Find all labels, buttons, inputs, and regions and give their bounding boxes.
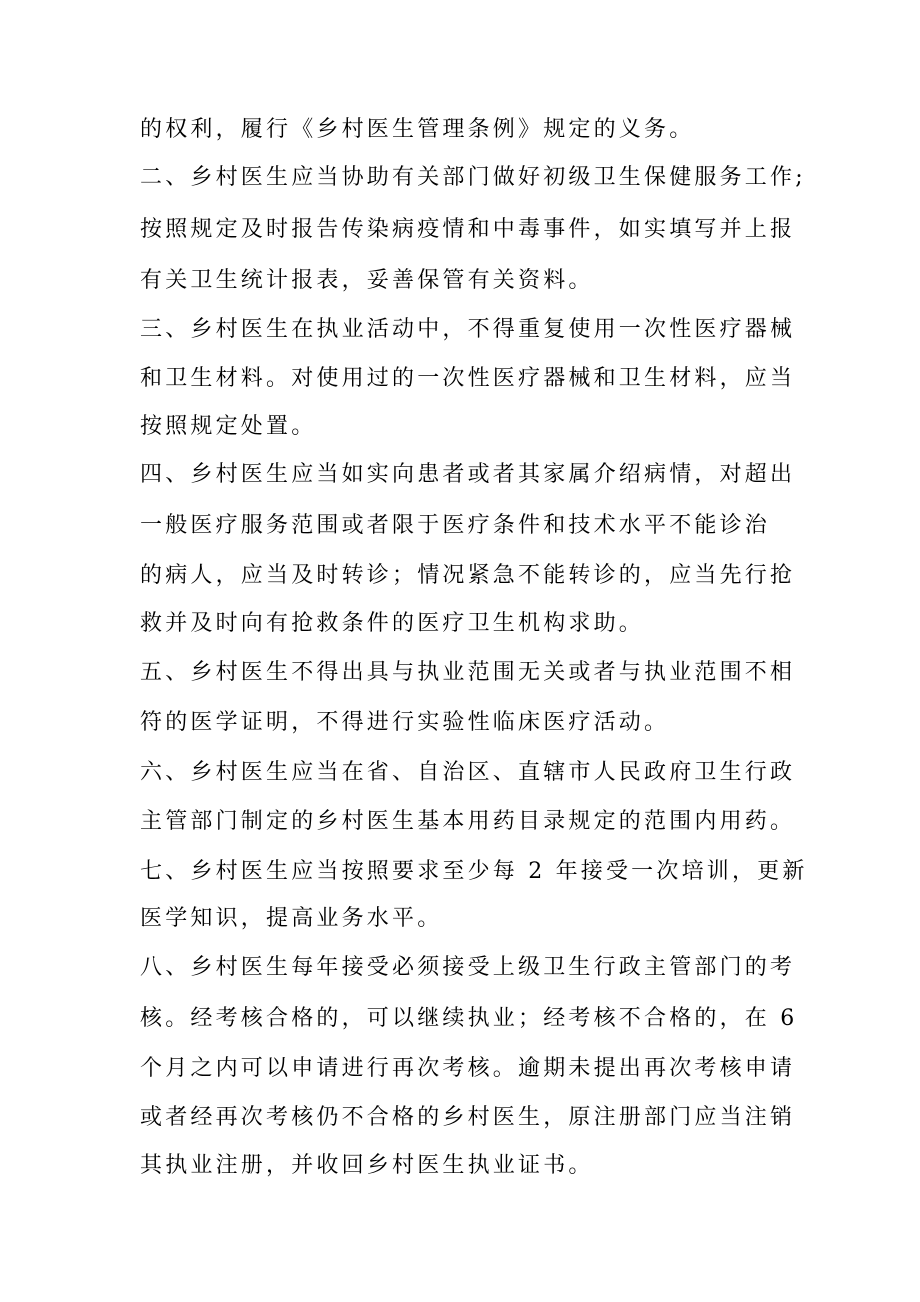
text-line: 四、乡村医生应当如实向患者或者其家属介绍病情，对超出: [140, 462, 796, 487]
text-line: 八、乡村医生每年接受必须接受上级卫生行政主管部门的考: [140, 955, 796, 980]
text-line: 核。经考核合格的，可以继续执业；经考核不合格的，在 6: [140, 1006, 798, 1031]
text-line: 的权利，履行《乡村医生管理条例》规定的义务。: [140, 117, 695, 142]
text-line: 七、乡村医生应当按照要求至少每 2 年接受一次培训，更新: [140, 859, 808, 884]
text-line: 六、乡村医生应当在省、自治区、直辖市人民政府卫生行政: [140, 760, 796, 785]
text-line: 三、乡村医生在执业活动中，不得重复使用一次性医疗器械: [140, 317, 796, 342]
text-line: 有关卫生统计报表，妥善保管有关资料。: [140, 268, 594, 293]
text-line: 个月之内可以申请进行再次考核。逾期未提出再次考核申请: [140, 1056, 796, 1081]
text-line: 按照规定及时报告传染病疫情和中毒事件，如实填写并上报: [140, 217, 796, 242]
text-line: 按照规定处置。: [140, 414, 317, 439]
text-line: 和卫生材料。对使用过的一次性医疗器械和卫生材料，应当: [140, 366, 796, 391]
text-line: 其执业注册，并收回乡村医生执业证书。: [140, 1153, 594, 1178]
text-line: 符的医学证明，不得进行实验性临床医疗活动。: [140, 710, 670, 735]
text-line: 主管部门制定的乡村医生基本用药目录规定的范围内用药。: [140, 809, 796, 834]
text-line: 医学知识，提高业务水平。: [140, 906, 443, 931]
text-line: 的病人，应当及时转诊；情况紧急不能转诊的，应当先行抢: [140, 563, 796, 588]
text-line: 五、乡村医生不得出具与执业范围无关或者与执业范围不相: [140, 660, 796, 685]
text-line: 或者经再次考核仍不合格的乡村医生，原注册部门应当注销: [140, 1105, 796, 1130]
text-line: 一般医疗服务范围或者限于医疗条件和技术水平不能诊治: [140, 513, 771, 538]
text-line: 救并及时向有抢救条件的医疗卫生机构求助。: [140, 611, 645, 636]
text-line: 二、乡村医生应当协助有关部门做好初级卫生保健服务工作;: [140, 165, 806, 190]
